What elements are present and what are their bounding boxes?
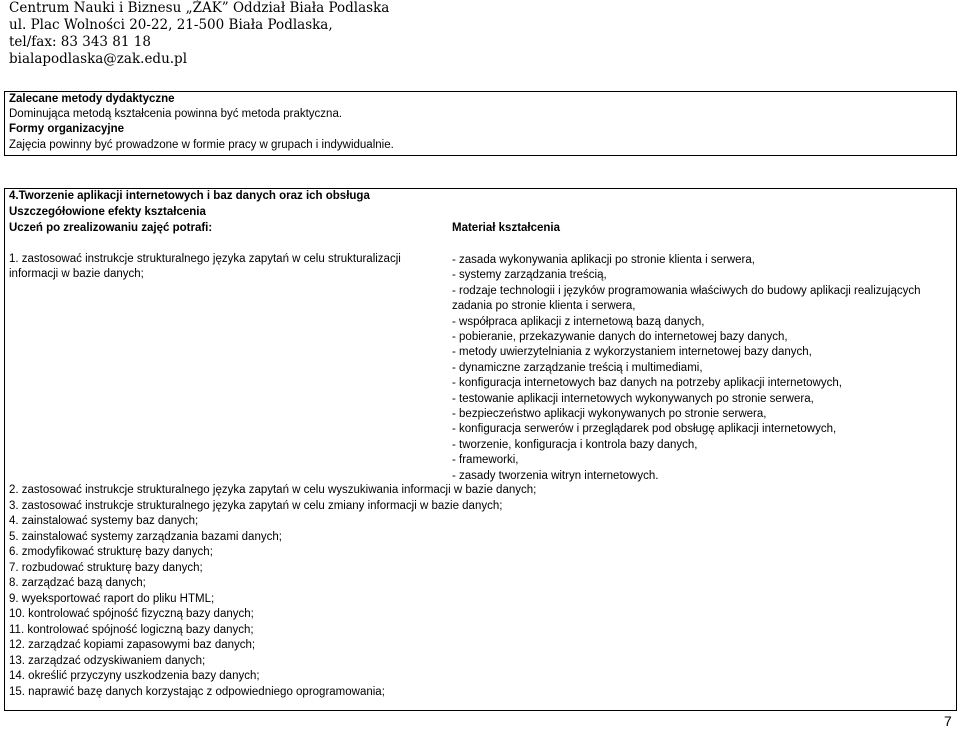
institution-phone: tel/fax: 83 343 81 18: [9, 34, 151, 50]
material-item: - rodzaje technologii i języków programowania właściwych do budowy aplikacji realizujących zadania po stronie klienta i serwera,: [452, 284, 921, 313]
student-heading: Uczeń po zrealizowaniu zajęć potrafi:: [9, 222, 213, 234]
material-item: - metody uwierzytelniania z wykorzystaniem internetowej bazy danych,: [452, 346, 812, 359]
outcome-item: 2. zastosować instrukcje strukturalnego języka zapytań w celu wyszukiwania informacji w bazie danych;: [9, 484, 537, 496]
outcome-item: 12. zarządzać kopiami zapasowymi baz danych;: [9, 639, 256, 651]
institution-address: ul. Plac Wolności 20-22, 21-500 Biała Podlaska,: [9, 17, 333, 33]
methods-text: Dominująca metodą kształcenia powinna być metoda praktyczna.: [9, 108, 343, 120]
material-item: - systemy zarządzania treścią,: [452, 269, 607, 282]
material-item: - konfiguracja serwerów i przeglądarek pod obsługę aplikacji internetowych,: [452, 423, 837, 436]
materials-list: [452, 253, 922, 484]
effects-heading: Uszczegółowione efekty kształcenia: [9, 206, 206, 218]
outcome-item: 11. kontrolować spójność logiczną bazy danych;: [9, 623, 254, 636]
institution-name: Centrum Nauki i Biznesu „ŻAK” Oddział Biała Podlaska: [9, 0, 390, 16]
outcome-item: 3. zastosować instrukcje strukturalnego języka zapytań w celu zmiany informacji w bazie danych;: [9, 499, 503, 512]
outcome-item: 15. naprawić bazę danych korzystając z odpowiedniego oprogramowania;: [9, 685, 385, 698]
material-item: - dynamiczne zarządzanie treścią i multimediami,: [452, 361, 703, 374]
outcome-item: 7. rozbudować strukturę bazy danych;: [9, 561, 203, 574]
methods-title: Zalecane metody dydaktyczne: [9, 93, 175, 105]
outcomes-list: [9, 483, 536, 700]
outcome-item: 8. zarządzać bazą danych;: [9, 577, 146, 589]
outcome-item: 9. wyeksportować raport do pliku HTML;: [9, 592, 215, 605]
material-item: - zasady tworzenia witryn internetowych.: [452, 469, 659, 482]
forms-text: Zajęcia powinny być prowadzone w formie pracy w grupach i indywidualnie.: [9, 139, 394, 151]
material-item: - testowanie aplikacji internetowych wykonywanych po stronie serwera,: [452, 392, 814, 405]
outcome-item: 4. zainstalować systemy baz danych;: [9, 515, 199, 527]
material-item: - tworzenie, konfiguracja i kontrola bazy danych,: [452, 438, 698, 451]
institution-header: [9, 0, 389, 68]
page-number: 7: [944, 713, 952, 729]
module-title: 4.Tworzenie aplikacji internetowych i baz danych oraz ich obsługa: [9, 190, 370, 202]
material-item: - bezpieczeństwo aplikacji wykonywanych po stronie serwera,: [452, 408, 767, 421]
outcome-1-line-2: informacji w bazie danych;: [9, 268, 144, 280]
outcome-item: 5. zainstalować systemy zarządzania bazami danych;: [9, 530, 282, 543]
material-heading: Materiał kształcenia: [452, 222, 561, 234]
material-item: - konfiguracja internetowych baz danych na potrzeby aplikacji internetowych,: [452, 377, 842, 390]
material-item: - współpraca aplikacji z internetową bazą danych,: [452, 315, 705, 328]
outcome-1-line-1: 1. zastosować instrukcje strukturalnego języka zapytań w celu strukturalizacji: [9, 253, 401, 265]
material-item: - pobieranie, przekazywanie danych do internetowej bazy danych,: [452, 331, 788, 344]
outcome-item: 6. zmodyfikować strukturę bazy danych;: [9, 546, 213, 558]
material-item: - frameworki,: [452, 454, 519, 467]
outcome-item: 10. kontrolować spójność fizyczną bazy danych;: [9, 608, 254, 620]
outcome-item: 14. określić przyczyny uszkodzenia bazy danych;: [9, 670, 260, 682]
institution-email: bialapodlaska@zak.edu.pl: [9, 51, 188, 67]
forms-title: Formy organizacyjne: [9, 123, 125, 135]
material-item: - zasada wykonywania aplikacji po stronie klienta i serwera,: [452, 254, 755, 266]
outcome-item: 13. zarządzać odzyskiwaniem danych;: [9, 654, 206, 667]
